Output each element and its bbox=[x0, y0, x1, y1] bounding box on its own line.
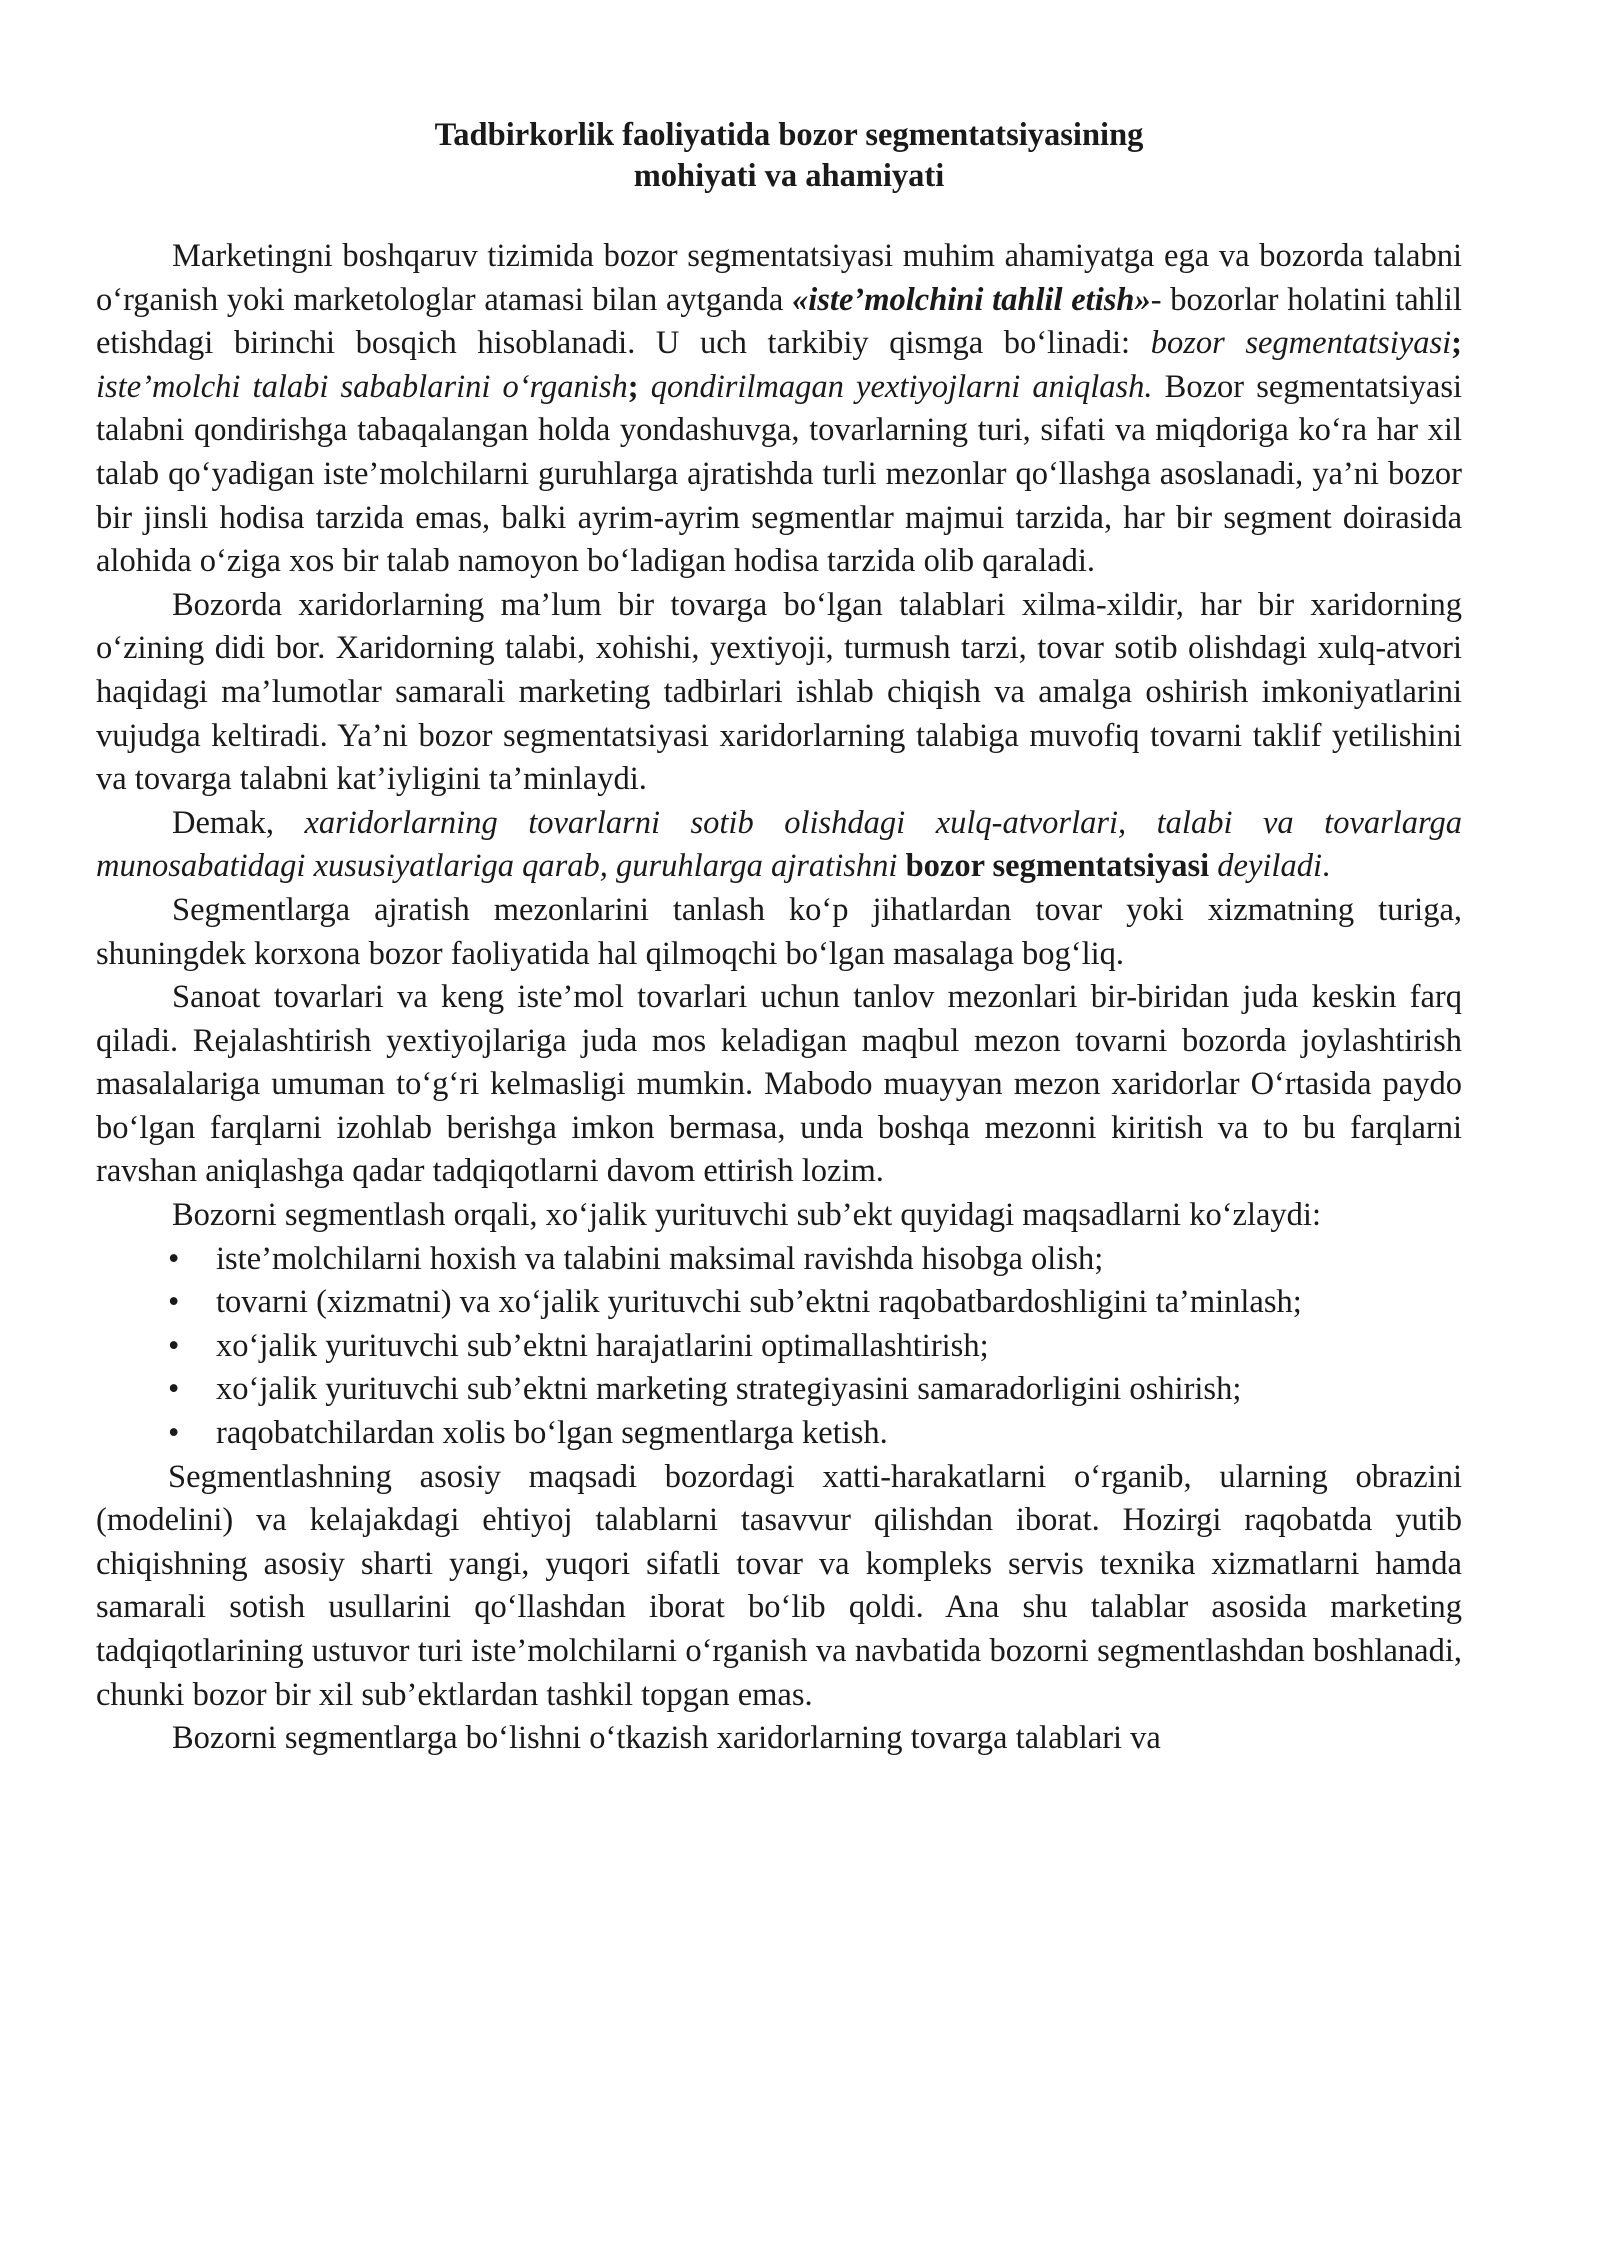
document-title bbox=[96, 115, 1462, 197]
list-item bbox=[168, 1368, 1462, 1412]
p3-text-2: . bbox=[1322, 848, 1331, 885]
p1-bold-semicolon-2: ; bbox=[627, 368, 639, 405]
bullet-icon: • bbox=[168, 1284, 180, 1321]
p1-text-1: Marketingni boshqaruv tizimida bozor segmentatsiyasi muhim ahamiyatga ega va bozorda talabni o‘rganish yoki marketologlar atamasi bilan aytganda bbox=[96, 238, 1462, 318]
list-item bbox=[168, 1281, 1462, 1325]
paragraph-8: Bozorni segmentlarga bo‘lishni o‘tkazish xaridorlarning tovarga talablari va bbox=[172, 1720, 1161, 1757]
paragraph-3 bbox=[96, 802, 1462, 889]
list-item-text: tovarni (xizmatni) va xo‘jalik yurituvchi sub’ektni raqobatbardoshligini ta’minlash; bbox=[216, 1284, 1302, 1321]
title-line-2: mohiyati va ahamiyati bbox=[633, 158, 945, 194]
p3-italic-2: deyiladi bbox=[1209, 848, 1322, 885]
list-item bbox=[168, 1238, 1462, 1282]
p1-italic-3: qondirilmagan yextiyojlarni aniqlash. bbox=[638, 368, 1153, 405]
title-line-1: Tadbirkorlik faoliyatida bozor segmentatsiyasining bbox=[434, 117, 1144, 153]
list-item bbox=[168, 1325, 1462, 1369]
paragraph-4: Segmentlarga ajratish mezonlarini tanlash ko‘p jihatlardan tovar yoki xizmatning turiga, shuningdek korxona bozor faoliyatida hal qilmoqchi bo‘lgan masalaga bog‘liq. bbox=[96, 891, 1462, 972]
p1-text-2: - bozorlar holatini tahlil etishdagi birinchi bosqich hisoblanadi. U uch tarkibiy qismga bo‘linadi: bbox=[96, 281, 1462, 362]
paragraph-1 bbox=[96, 235, 1462, 584]
bullet-icon: • bbox=[168, 1240, 180, 1277]
p1-text-3: Bozor segmentatsiyasi talabni qondirishga tabaqalangan holda yondashuvga, tovarlarning turi, sifati va miqdoriga ko‘ra har xil talab qo‘yadigan iste’molchilarni guruhlarga ajratishda turli mezonlar qo‘llashga asoslanadi, ya’ni bozor bir jinsli hodisa tarzida emas, balki ayrim-ayrim segmentlar majmui tarzida, har bir segment doirasida alohida o‘ziga xos bir talab namoyon bo‘ladigan hodisa tarzida olib qaraladi. bbox=[96, 368, 1463, 580]
list-item-text: iste’molchilarni hoxish va talabini maksimal ravishda hisobga olish; bbox=[216, 1240, 1104, 1277]
paragraph-5: Sanoat tovarlari va keng iste’mol tovarlari uchun tanlov mezonlari bir-biridan juda keskin farq qiladi. Rejalashtirish yextiyojlariga juda mos keladigan maqbul mezon tovarni bozorda joylashtirish masalalariga umuman to‘g‘ri kelmasligi mumkin. Mabodo muayyan mezon xaridorlar O‘rtasida paydo bo‘lgan farqlarni izohlab berishga imkon bermasa, unda boshqa mezonni kiritish va to bu farqlarni ravshan aniqlashga qadar tadqiqotlarni davom ettirish lozim. bbox=[96, 979, 1462, 1190]
p1-italic-1: bozor segmentatsiyasi bbox=[1150, 325, 1452, 362]
p3-bold-term: bozor segmentatsiyasi bbox=[905, 848, 1210, 885]
bullet-icon: • bbox=[168, 1327, 180, 1364]
list-item-text: xo‘jalik yurituvchi sub’ektni marketing strategiyasini samaradorligini oshirish; bbox=[216, 1371, 1242, 1408]
paragraph-6: Bozorni segmentlash orqali, xo‘jalik yurituvchi sub’ekt quyidagi maqsadlarni ko‘zlaydi: bbox=[172, 1197, 1321, 1234]
list-item-text: raqobatchilardan xolis bo‘lgan segmentlarga ketish. bbox=[216, 1415, 888, 1452]
paragraph-7: Segmentlashning asosiy maqsadi bozordagi xatti-harakatlarni o‘rganib, ularning obrazini (modelini) va kelajakdagi ehtiyoj talablarni tasavvur qilishdan iborat. Hozirgi raqobatda yutib chiqishning asosiy sharti yangi, yuqori sifatli tovar va kompleks servis texnika xizmatlarni hamda samarali sotish usullarini qo‘llashdan iborat bo‘lib qoldi. Ana shu talablar asosida marketing tadqiqotlarining ustuvor turi iste’molchilarni o‘rganish va navbatida bozorni segmentlashdan boshlanadi, chunki bozor bir xil sub’ektlardan tashkil topgan emas. bbox=[96, 1458, 1462, 1713]
bullet-icon: • bbox=[168, 1371, 180, 1408]
p1-bold-italic-term: «iste’molchini tahlil etish» bbox=[792, 281, 1151, 318]
paragraph-2: Bozorda xaridorlarning ma’lum bir tovarga bo‘lgan talablari xilma-xildir, har bir xaridorning o‘zining didi bor. Xaridorning talabi, xohishi, yextiyoji, turmush tarzi, tovar sotib olishdagi xulq-atvori haqidagi ma’lumotlar samarali marketing tadbirlari ishlab chiqish va amalga oshirish imkoniyatlarini vujudga keltiradi. Ya’ni bozor segmentatsiyasi xaridorlarning talabiga muvofiq tovarni taklif yetilishini va tovarga talabni kat’iyligini ta’minlaydi. bbox=[96, 586, 1462, 798]
p1-bold-semicolon-1: ; bbox=[1451, 325, 1462, 362]
bullet-icon: • bbox=[168, 1415, 180, 1452]
p3-italic-1: xaridorlarning tovarlarni sotib olishdagi xulq-atvorlari, talabi va tovarlarga munosabatidagi xususiyatlariga qarab, guruhlarga ajratishni bbox=[96, 804, 1462, 885]
list-item-text: xo‘jalik yurituvchi sub’ektni harajatlarini optimallashtirish; bbox=[216, 1327, 989, 1364]
goals-list bbox=[96, 1238, 1462, 1456]
p1-italic-2: iste’molchi talabi sabablarini o‘rganish bbox=[96, 368, 628, 405]
list-item bbox=[168, 1412, 1462, 1456]
p3-text-1: Demak, bbox=[172, 804, 305, 841]
